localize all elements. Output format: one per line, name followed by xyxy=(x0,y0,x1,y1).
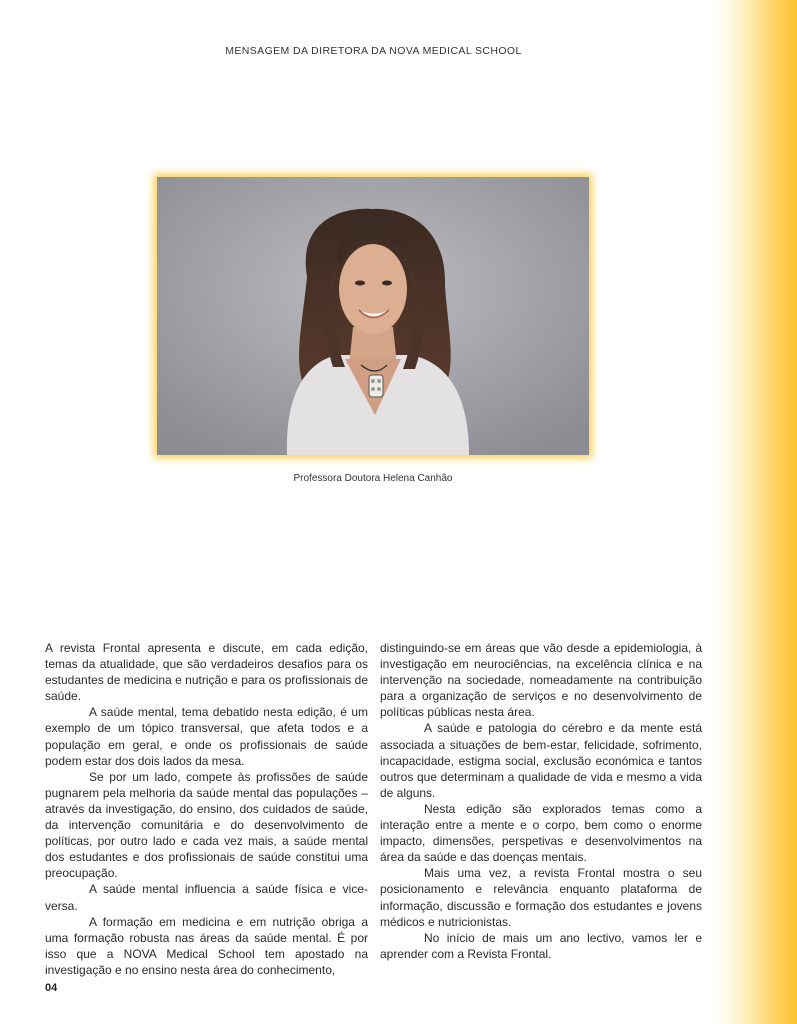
decorative-gradient-band xyxy=(715,0,797,1024)
paragraph: No início de mais um ano lectivo, vamos ler e aprender com a Revista Frontal. xyxy=(380,930,702,961)
article-column-right xyxy=(380,640,702,962)
portrait-photo xyxy=(157,177,589,455)
paragraph: A formação em medicina e em nutrição obriga a uma formação robusta nas áreas da saúde mental. É por isso que a NOVA Medical School tem apostado na investigação e no ensino nesta área do conhecimento, xyxy=(45,914,368,977)
article-column-left xyxy=(45,640,368,978)
paragraph: distinguindo-se em áreas que vão desde a epidemiologia, à investigação em neurociências, na excelência clínica e na intervenção na sociedade, nomeadamente na contribuição para a organização de serviços e no desenvolvimento de políticas públicas nesta área. xyxy=(380,641,702,720)
paragraph: A revista Frontal apresenta e discute, em cada edição, temas da atualidade, que são verdadeiros desafios para os estudantes de medicina e nutrição e para os profissionais de saúde. xyxy=(45,641,368,704)
photo-caption: Professora Doutora Helena Canhão xyxy=(293,473,453,484)
paragraph: Se por um lado, compete às profissões de saúde pugnarem pela melhoria da saúde mental das populações – através da investigação, do ensino, dos cuidados de saúde, da intervenção comunitária e do desenvolvimento de políticas, por outro lado e cada vez mais, a saúde mental dos estudantes e dos profissionais de saúde constitui uma preocupação. xyxy=(45,769,368,881)
paragraph: A saúde mental, tema debatido nesta edição, é um exemplo de um tópico transversal, que afeta todos e a população em geral, e onde os profissionais de saúde podem estar dos dois lados da mesa. xyxy=(45,705,368,768)
page-header: MENSAGEM DA DIRETORA DA NOVA MEDICAL SCHOOL xyxy=(225,45,522,57)
paragraph: A saúde e patologia do cérebro e da mente está associada a situações de bem-estar, felicidade, sofrimento, incapacidade, estigma social, exclusão económica e tantos outros que determinam a qualidade de vida e mesmo a vida de alguns. xyxy=(380,721,702,800)
paragraph: Mais uma vez, a revista Frontal mostra o seu posicionamento e relevância enquanto plataforma de informação, discussão e formação dos estudantes e jovens médicos e nutricionistas. xyxy=(380,866,702,929)
page-number: 04 xyxy=(45,982,58,994)
paragraph: Nesta edição são explorados temas como a interação entre a mente e o corpo, bem como o enorme impacto, dimensões, perspetivas e desenvolvimentos na área da saúde e das doenças mentais. xyxy=(380,801,702,865)
paragraph: A saúde mental influencia a saúde física e vice-versa. xyxy=(45,882,368,913)
